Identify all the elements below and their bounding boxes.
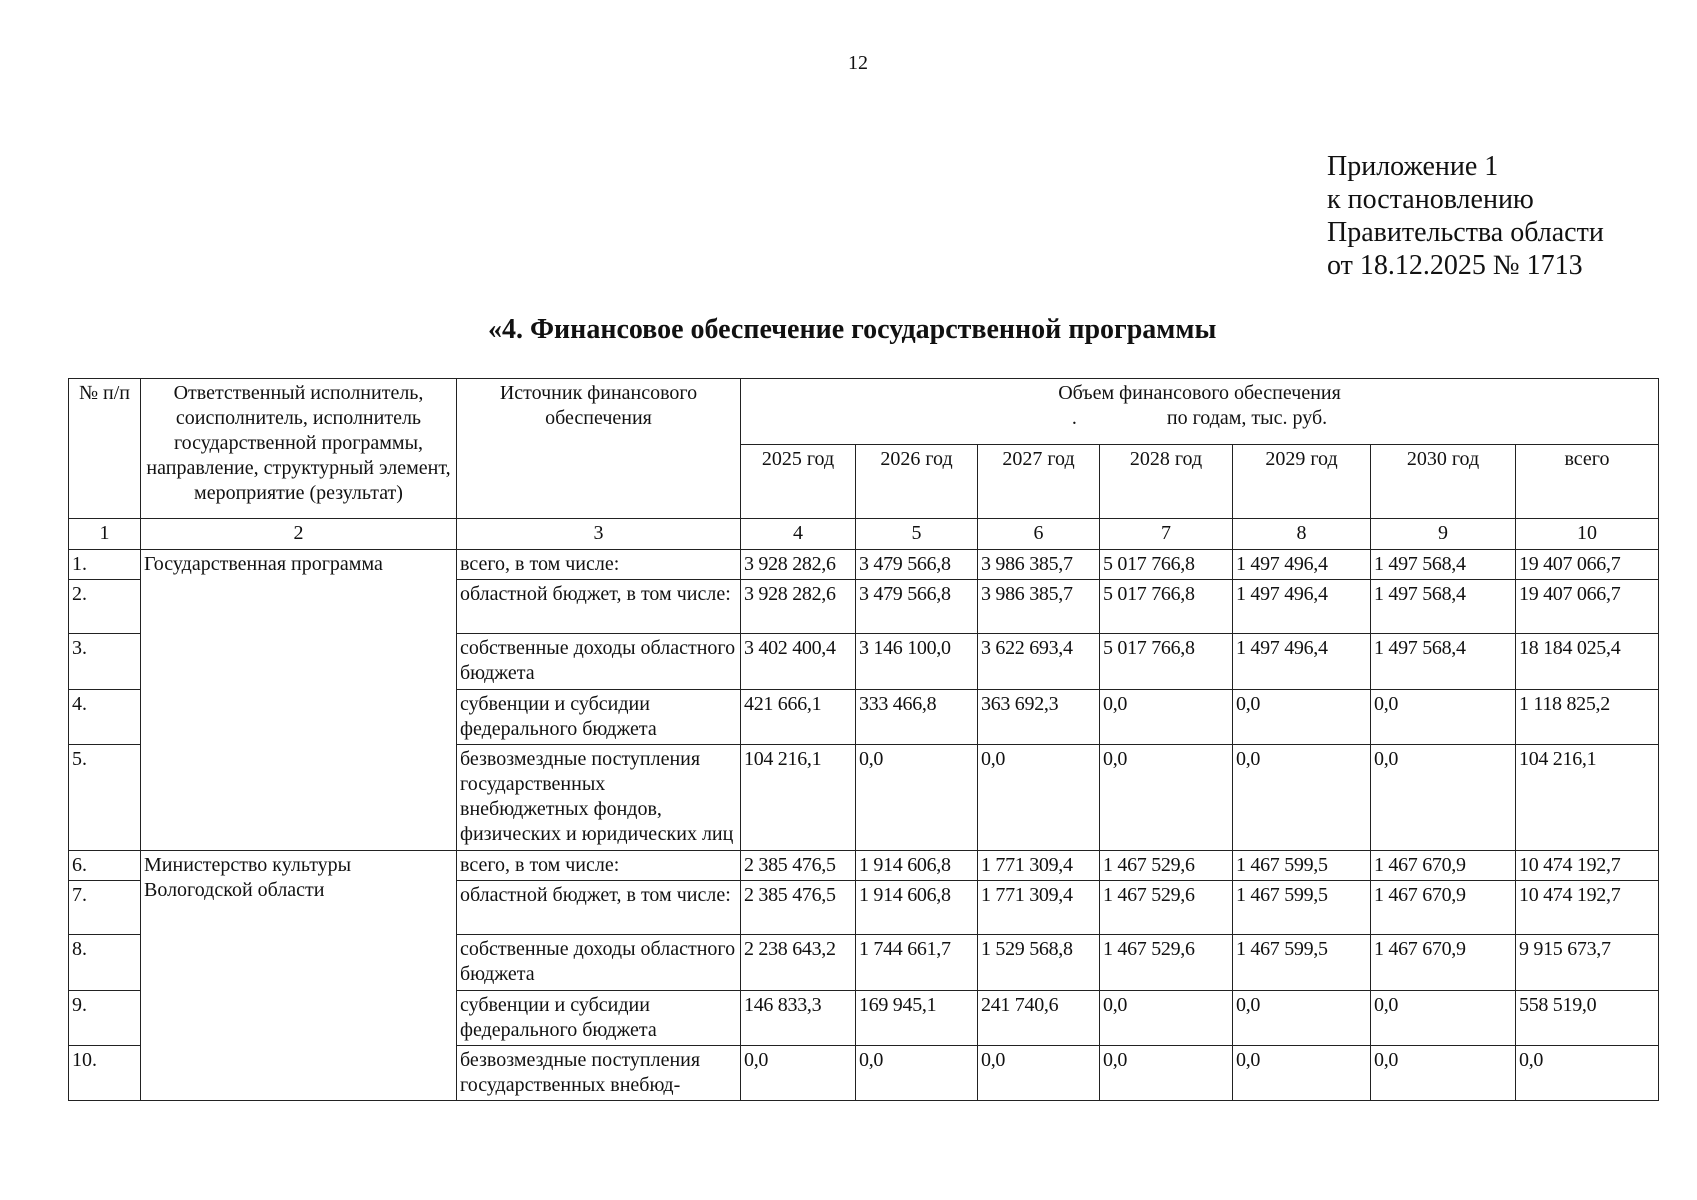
total-value-cell: 19 407 066,7 [1516,550,1659,580]
year-value-cell: 1 467 670,9 [1371,881,1516,935]
year-value-cell: 2 385 476,5 [741,881,856,935]
year-value-cell: 1 771 309,4 [978,851,1100,881]
year-value-cell: 1 467 529,6 [1100,935,1233,991]
column-numbers-row [69,519,1659,550]
section-title: «4. Финансовое обеспечение государственной программы [488,314,1217,345]
row-number: 9. [69,991,141,1046]
row-number: 7. [69,881,141,935]
year-value-cell: 3 986 385,7 [978,580,1100,634]
column-number: 2 [141,519,457,550]
header-executor: Ответственный исполнитель, соисполнитель, исполнитель государственной программы, направление, структурный элемент, мероприятие (результат) [141,379,457,519]
row-number: 4. [69,690,141,745]
year-value-cell: 1 467 599,5 [1233,935,1371,991]
year-value-cell: 0,0 [1371,745,1516,851]
header-volume-line1: Объем финансового обеспечения [1058,382,1341,404]
year-value-cell: 0,0 [1233,690,1371,745]
year-value-cell: 0,0 [1100,1046,1233,1101]
total-value-cell: 19 407 066,7 [1516,580,1659,634]
year-value-cell: 5 017 766,8 [1100,634,1233,690]
header-year: 2025 год [741,445,856,519]
row-number: 8. [69,935,141,991]
column-number: 4 [741,519,856,550]
executor-cell: Государственная программа [141,550,457,851]
source-cell: областной бюджет, в том числе: [457,580,741,634]
year-value-cell: 1 497 568,4 [1371,580,1516,634]
year-value-cell: 0,0 [1371,991,1516,1046]
year-value-cell: 1 914 606,8 [856,881,978,935]
year-value-cell: 0,0 [1100,745,1233,851]
year-value-cell: 1 497 568,4 [1371,550,1516,580]
appendix-line: к постановлению [1327,184,1534,215]
executor-cell: Министерство культуры Вологодской области [141,851,457,1101]
appendix-line: Приложение 1 [1327,151,1499,182]
column-number: 8 [1233,519,1371,550]
page-number: 12 [848,52,868,74]
year-value-cell: 0,0 [1233,745,1371,851]
year-value-cell: 3 402 400,4 [741,634,856,690]
header-total: всего [1516,445,1659,519]
column-number: 9 [1371,519,1516,550]
year-value-cell: 1 467 599,5 [1233,881,1371,935]
header-volume-dot: . [1071,407,1077,429]
source-cell: субвенции и субсидии федерального бюджета [457,991,741,1046]
header-year: 2028 год [1100,445,1233,519]
year-value-cell: 1 914 606,8 [856,851,978,881]
year-value-cell: 146 833,3 [741,991,856,1046]
column-number: 6 [978,519,1100,550]
year-value-cell: 1 744 661,7 [856,935,978,991]
total-value-cell: 104 216,1 [1516,745,1659,851]
year-value-cell: 0,0 [1371,690,1516,745]
header-year: 2027 год [978,445,1100,519]
header-year: 2029 год [1233,445,1371,519]
year-value-cell: 1 497 496,4 [1233,634,1371,690]
year-value-cell: 2 385 476,5 [741,851,856,881]
year-value-cell: 333 466,8 [856,690,978,745]
year-value-cell: 1 467 599,5 [1233,851,1371,881]
row-number: 5. [69,745,141,851]
year-value-cell: 1 467 670,9 [1371,851,1516,881]
year-value-cell: 0,0 [1233,991,1371,1046]
year-value-cell: 0,0 [856,745,978,851]
year-value-cell: 1 467 529,6 [1100,881,1233,935]
year-value-cell: 1 771 309,4 [978,881,1100,935]
row-number: 2. [69,580,141,634]
header-year: 2030 год [1371,445,1516,519]
source-cell: собственные доходы областного бюджета [457,935,741,991]
year-value-cell: 2 238 643,2 [741,935,856,991]
year-value-cell: 3 479 566,8 [856,580,978,634]
year-value-cell: 1 497 496,4 [1233,580,1371,634]
row-number: 3. [69,634,141,690]
total-value-cell: 558 519,0 [1516,991,1659,1046]
year-value-cell: 1 467 529,6 [1100,851,1233,881]
year-value-cell: 3 146 100,0 [856,634,978,690]
year-value-cell: 0,0 [856,1046,978,1101]
year-value-cell: 1 497 568,4 [1371,634,1516,690]
year-value-cell: 0,0 [1100,690,1233,745]
source-cell: областной бюджет, в том числе: [457,881,741,935]
year-value-cell: 104 216,1 [741,745,856,851]
year-value-cell: 3 479 566,8 [856,550,978,580]
year-value-cell: 3 928 282,6 [741,580,856,634]
total-value-cell: 10 474 192,7 [1516,881,1659,935]
year-value-cell: 169 945,1 [856,991,978,1046]
year-value-cell: 363 692,3 [978,690,1100,745]
year-value-cell: 0,0 [978,745,1100,851]
column-number: 5 [856,519,978,550]
year-value-cell: 1 467 670,9 [1371,935,1516,991]
table-row [69,851,1659,881]
source-cell: безвозмездные поступления государственных внебюджетных фондов, физических и юридических лиц [457,745,741,851]
source-cell: всего, в том числе: [457,550,741,580]
table-row [69,550,1659,580]
year-value-cell: 1 497 496,4 [1233,550,1371,580]
year-value-cell: 5 017 766,8 [1100,580,1233,634]
header-row [69,379,1659,445]
total-value-cell: 18 184 025,4 [1516,634,1659,690]
column-number: 10 [1516,519,1659,550]
row-number: 10. [69,1046,141,1101]
source-cell: безвозмездные поступления государственных внебюд- [457,1046,741,1101]
year-value-cell: 0,0 [1371,1046,1516,1101]
source-cell: собственные доходы областного бюджета [457,634,741,690]
year-value-cell: 0,0 [1100,991,1233,1046]
year-value-cell: 241 740,6 [978,991,1100,1046]
year-value-cell: 3 986 385,7 [978,550,1100,580]
source-cell: всего, в том числе: [457,851,741,881]
year-value-cell: 3 928 282,6 [741,550,856,580]
total-value-cell: 9 915 673,7 [1516,935,1659,991]
year-value-cell: 1 529 568,8 [978,935,1100,991]
year-value-cell: 5 017 766,8 [1100,550,1233,580]
header-volume [741,379,1659,445]
total-value-cell: 1 118 825,2 [1516,690,1659,745]
total-value-cell: 0,0 [1516,1046,1659,1101]
financing-table [68,378,1659,1101]
year-value-cell: 0,0 [1233,1046,1371,1101]
header-year: 2026 год [856,445,978,519]
column-number: 3 [457,519,741,550]
column-number: 1 [69,519,141,550]
year-value-cell: 3 622 693,4 [978,634,1100,690]
row-number: 1. [69,550,141,580]
year-value-cell: 421 666,1 [741,690,856,745]
appendix-line: от 18.12.2025 № 1713 [1327,250,1583,281]
header-source: Источник финансового обеспечения [457,379,741,519]
source-cell: субвенции и субсидии федерального бюджета [457,690,741,745]
header-volume-line2: по годам, тыс. руб. [1166,407,1328,429]
year-value-cell: 0,0 [741,1046,856,1101]
year-value-cell: 0,0 [978,1046,1100,1101]
appendix-block [1327,150,1604,282]
total-value-cell: 10 474 192,7 [1516,851,1659,881]
header-num: № п/п [69,379,141,519]
column-number: 7 [1100,519,1233,550]
appendix-line: Правительства области [1327,217,1604,248]
row-number: 6. [69,851,141,881]
